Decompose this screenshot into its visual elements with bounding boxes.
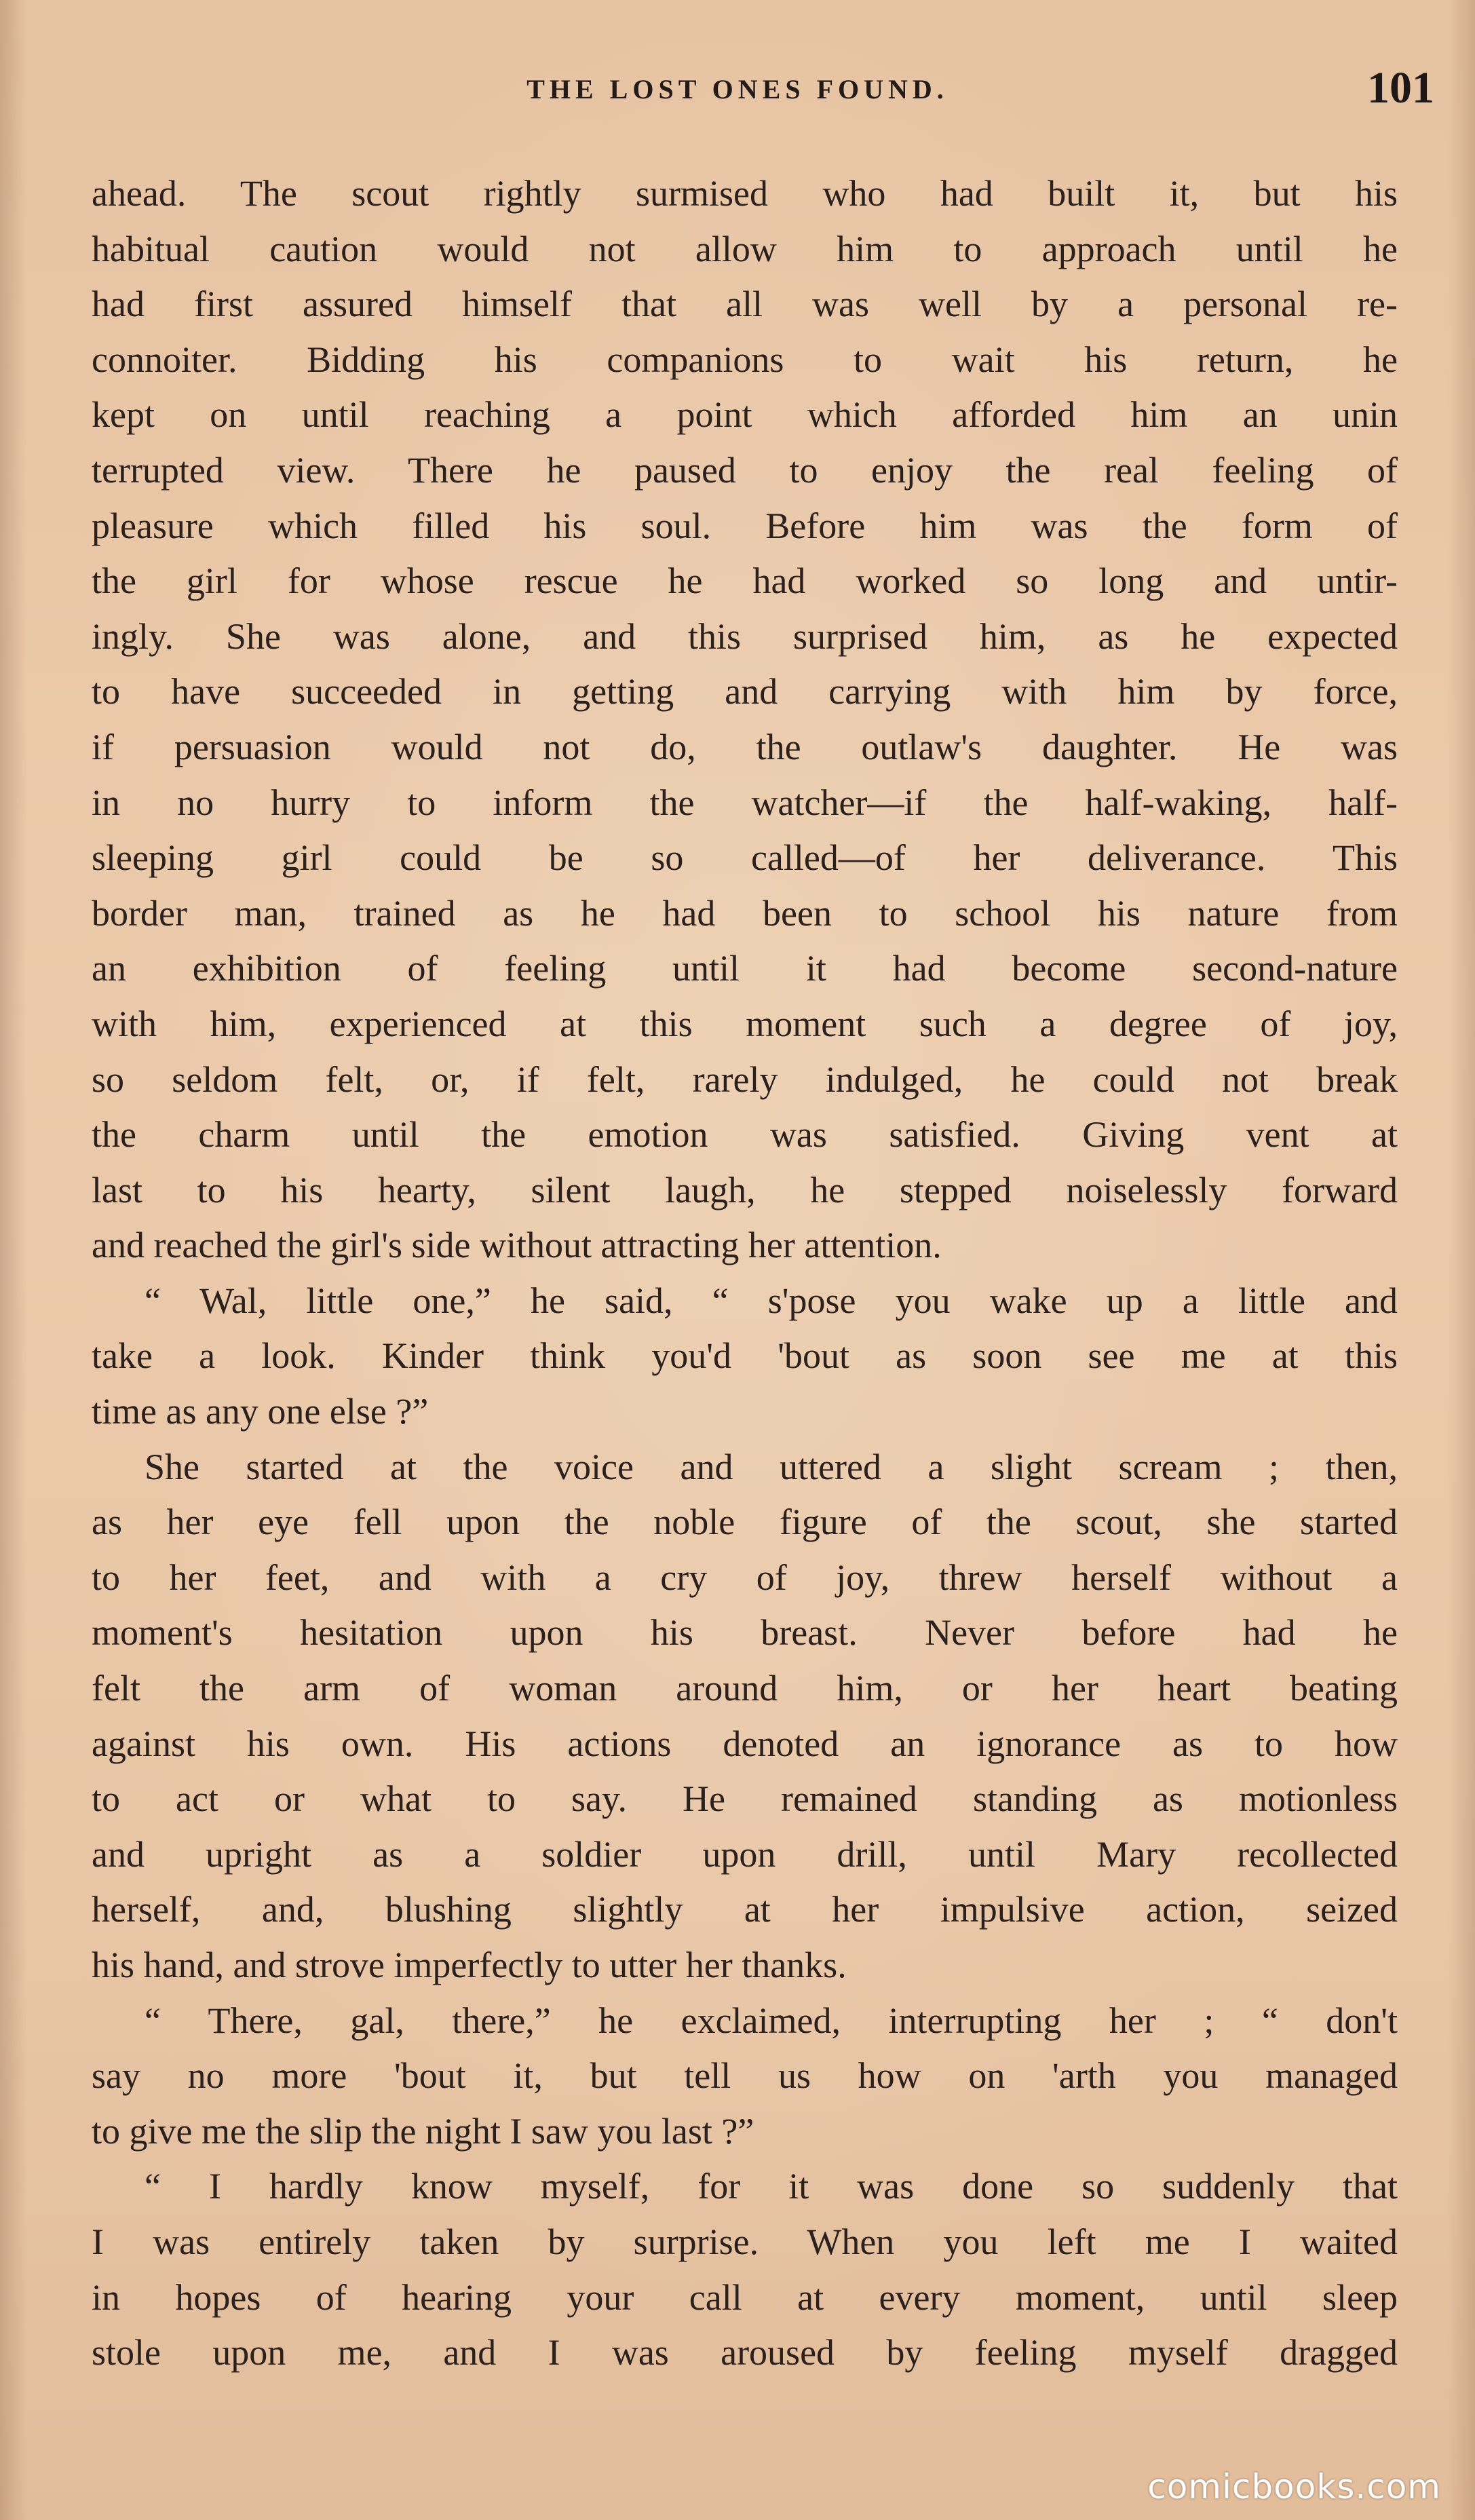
text-line: border man, trained as he had been to school his nature from <box>92 892 1398 934</box>
text-line: kept on until reaching a point which afforded him an unin <box>92 394 1398 436</box>
text-line: “ I hardly know myself, for it was done so suddenly that <box>145 2166 1398 2207</box>
text-line: against his own. His actions denoted an ignorance as to how <box>92 1723 1398 1764</box>
text-line: take a look. Kinder think you'd 'bout as soon see me at this <box>92 1335 1398 1377</box>
text-line: the girl for whose rescue he had worked so long and untir- <box>92 560 1398 602</box>
text-line: so seldom felt, or, if felt, rarely indulged, he could not break <box>92 1058 1398 1100</box>
text-line: I was entirely taken by surprise. When you left me I waited <box>92 2221 1398 2262</box>
text-line: sleeping girl could be so called—of her deliverance. This <box>92 837 1398 879</box>
text-line: time as any one else ?” <box>92 1391 429 1432</box>
text-line: She started at the voice and uttered a slight scream ; then, <box>145 1446 1398 1487</box>
text-line: terrupted view. There he paused to enjoy the real feeling of <box>92 449 1398 491</box>
text-line: to have succeeded in getting and carrying with him by force, <box>92 671 1398 712</box>
text-line: last to his hearty, silent laugh, he stepped noiselessly forward <box>92 1169 1398 1210</box>
text-line: “ There, gal, there,” he exclaimed, interrupting her ; “ don't <box>145 2000 1398 2041</box>
running-title: THE LOST ONES FOUND. <box>526 74 949 104</box>
body-text <box>92 166 1398 2381</box>
text-line: connoiter. Bidding his companions to wait his return, he <box>92 339 1398 380</box>
text-line: and reached the girl's side without attracting her attention. <box>92 1225 942 1266</box>
text-line: and upright as a soldier upon drill, until Mary recollected <box>92 1833 1398 1875</box>
text-line: say no more 'bout it, but tell us how on 'arth you managed <box>92 2055 1398 2097</box>
text-line: the charm until the emotion was satisfied. Giving vent at <box>92 1114 1398 1156</box>
text-line: in hopes of hearing your call at every moment, until sleep <box>92 2276 1398 2318</box>
text-line: to act or what to say. He remained standing as motionless <box>92 1778 1398 1820</box>
text-line: stole upon me, and I was aroused by feeling myself dragged <box>92 2332 1398 2373</box>
text-line: had first assured himself that all was well by a personal re- <box>92 284 1398 325</box>
text-line: herself, and, blushing slightly at her impulsive action, seized <box>92 1889 1398 1930</box>
text-line: with him, experienced at this moment such a degree of joy, <box>92 1003 1398 1044</box>
text-line: ahead. The scout rightly surmised who had built it, but his <box>92 173 1398 214</box>
text-line: moment's hesitation upon his breast. Never before had he <box>92 1612 1398 1654</box>
text-line: to her feet, and with a cry of joy, threw herself without a <box>92 1557 1398 1598</box>
text-line: ingly. She was alone, and this surprised him, as he expected <box>92 615 1398 657</box>
text-line: “ Wal, little one,” he said, “ s'pose you wake up a little and <box>145 1280 1398 1321</box>
page-number: 101 <box>1367 63 1434 113</box>
text-line: to give me the slip the night I saw you last ?” <box>92 2110 754 2152</box>
text-line: pleasure which filled his soul. Before him was the form of <box>92 505 1398 546</box>
text-line: his hand, and strove imperfectly to utter her thanks. <box>92 1945 847 1985</box>
text-line: felt the arm of woman around him, or her heart beating <box>92 1668 1398 1709</box>
watermark: comicbooks.com <box>1147 2467 1441 2506</box>
text-line: in no hurry to inform the watcher—if the half-waking, half- <box>92 782 1398 823</box>
text-line: habitual caution would not allow him to approach until he <box>92 228 1398 269</box>
text-line: as her eye fell upon the noble figure of the scout, she started <box>92 1502 1398 1543</box>
text-line: if persuasion would not do, the outlaw's daughter. He was <box>92 726 1398 767</box>
text-line: an exhibition of feeling until it had become second-nature <box>92 948 1398 989</box>
